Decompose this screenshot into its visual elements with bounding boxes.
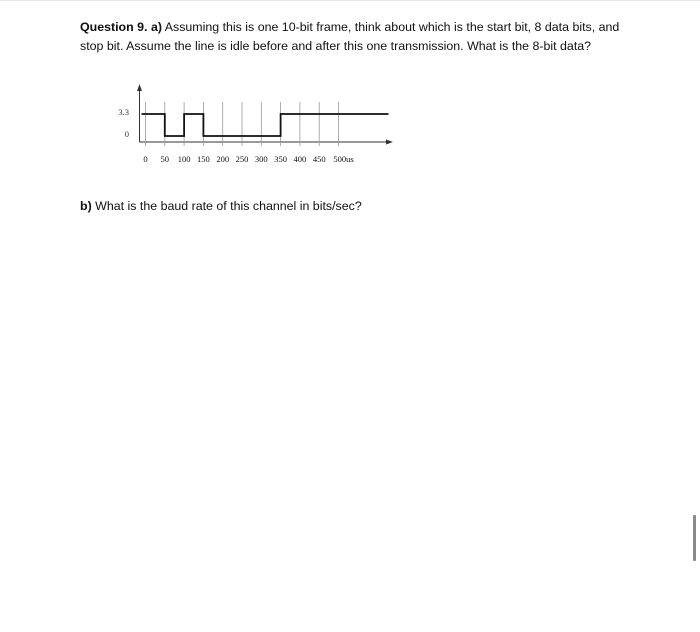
x-tick-label: 100	[177, 154, 191, 164]
question-b-block	[80, 197, 640, 216]
question-number: Question 9.	[80, 20, 148, 34]
question-a-line-1	[80, 18, 640, 37]
y-tick-label: 3.3	[118, 107, 129, 117]
chart-signal	[142, 114, 389, 136]
vertical-scrollbar[interactable]	[693, 515, 696, 561]
x-tick-label: 0	[143, 154, 148, 164]
y-axis-arrow	[137, 84, 142, 91]
question-a-part-label: a)	[150, 20, 162, 34]
x-tick-label: 150	[197, 154, 210, 164]
y-tick-label: 0	[124, 129, 129, 139]
x-tick-label: 500us	[333, 154, 354, 164]
x-tick-label: 350	[274, 154, 287, 164]
question-b-part-label: b)	[80, 199, 92, 213]
top-divider	[0, 0, 700, 1]
x-tick-label: 250	[235, 154, 249, 164]
question-a-block	[80, 18, 640, 56]
question-b-line	[80, 197, 640, 216]
signal-waveform-figure	[104, 80, 404, 175]
x-tick-label: 200	[216, 154, 230, 164]
x-tick-label: 400	[293, 154, 307, 164]
x-tick-label: 300	[254, 154, 268, 164]
x-axis-arrow	[386, 140, 393, 145]
question-a-text-1: Assuming this is one 10-bit frame, think about which is the start bit, 8 data bits, and	[164, 20, 620, 34]
question-b-text: What is the baud rate of this channel in bits/sec?	[95, 199, 362, 213]
chart-y-ticks	[118, 107, 129, 139]
x-tick-label: 50	[160, 154, 170, 164]
signal-line	[142, 114, 389, 136]
chart-gridlines	[146, 102, 339, 146]
chart-x-ticks	[143, 154, 353, 164]
x-tick-label: 450	[312, 154, 326, 164]
question-a-line-2: stop bit. Assume the line is idle before and after this one transmission. What is the 8-bit data?	[80, 39, 592, 53]
signal-waveform-chart	[104, 80, 404, 175]
